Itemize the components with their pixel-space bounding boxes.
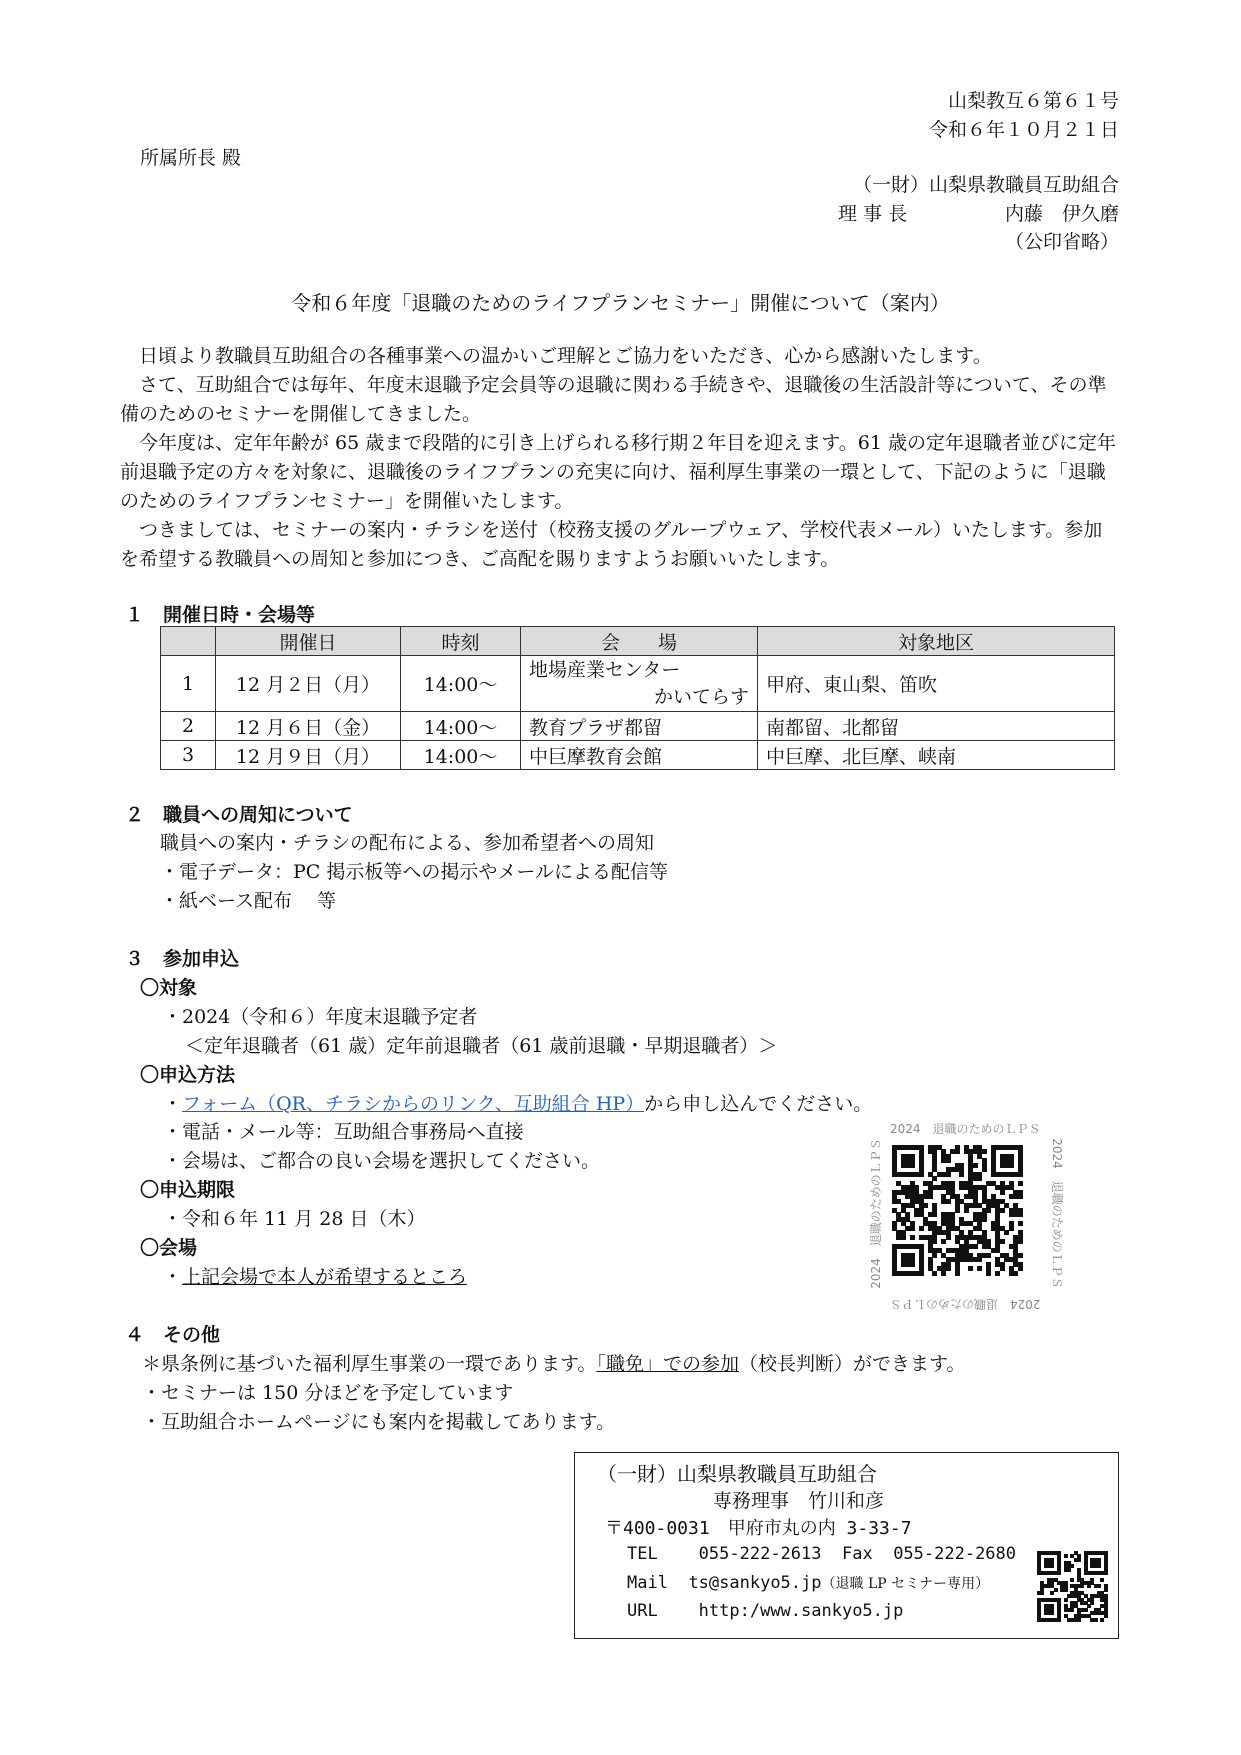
qr-module (995, 1271, 1000, 1276)
qr-module (910, 1163, 915, 1168)
qr-module (1104, 1614, 1108, 1618)
qr-module (968, 1266, 973, 1271)
other-line: ・互助組合ホームページにも案内を掲載してあります。 (142, 1411, 616, 1433)
intro-paragraph: つきましては、セミナーの案内・チラシを送付（校務支援のグループウェア、学校代表メール）いたします。参加を希望する教職員への周知と参加につき、ご高配を賜りますようお願いいたします。 (120, 519, 1103, 570)
qr-module (932, 1271, 937, 1276)
venue-line (163, 1262, 467, 1289)
venue-line: かいてらす (653, 685, 749, 708)
qr-module (982, 1149, 987, 1154)
qr-module (959, 1172, 964, 1177)
contact-mail-line (627, 1573, 989, 1593)
event-time: 14:00～ (401, 656, 521, 712)
event-date: 12 月６日（金） (216, 712, 401, 741)
sender-organization: （一財）山梨県教職員互助組合 (852, 174, 1119, 196)
column-header (161, 627, 216, 656)
qr-module (955, 1149, 960, 1154)
qr-module (941, 1239, 946, 1244)
qr-module (1077, 1558, 1081, 1562)
qr-module (941, 1271, 946, 1276)
qr-module (1009, 1226, 1014, 1231)
contact-box (574, 1452, 1119, 1639)
row-number: 2 (161, 712, 216, 741)
qr-module (1094, 1618, 1098, 1622)
method-heading: 〇申込方法 (140, 1064, 236, 1086)
qr-module (955, 1208, 960, 1213)
qr-caption: 2024 退職のためのＬＰＳ (890, 1122, 1041, 1136)
other-text: ＊県条例に基づいた福利厚生事業の一環であります。 (142, 1353, 597, 1375)
application-form-link[interactable]: フォーム（QR、チラシからのリンク、互助組合 HP） (182, 1093, 645, 1115)
mail-label: Mail (627, 1573, 668, 1593)
target-line: ＜定年退職者（61 歳）定年前退職者（61 歳前退職・早期退職者）＞ (185, 1035, 778, 1057)
qr-module (1000, 1208, 1005, 1213)
qr-module (977, 1176, 982, 1181)
qr-module (1004, 1230, 1009, 1235)
row-number: 3 (161, 741, 216, 770)
qr-module (946, 1172, 951, 1177)
qr-module (1064, 1554, 1068, 1558)
contact-person: 専務理事 竹川和彦 (713, 1490, 885, 1512)
qr-module (1018, 1239, 1023, 1244)
method-line (163, 1089, 872, 1116)
tel-number: 055-222-2613 (698, 1544, 822, 1564)
target-heading: 〇対象 (140, 977, 198, 999)
qr-module (1097, 1584, 1101, 1588)
qr-module (1009, 1163, 1014, 1168)
qr-module (1018, 1221, 1023, 1226)
qr-module (1018, 1194, 1023, 1199)
qr-caption: 2024 退職のためのＬＰＳ (1049, 1138, 1064, 1289)
qr-module (1000, 1239, 1005, 1244)
target-area: 南都留、北都留 (758, 712, 1115, 741)
fax-label: Fax (841, 1544, 873, 1564)
qr-module (1054, 1588, 1058, 1592)
qr-module (932, 1176, 937, 1181)
section-4-title: ４ その他 (125, 1324, 221, 1346)
target-line: ・2024（令和６）年度末退職予定者 (163, 1006, 478, 1028)
other-line (142, 1349, 965, 1376)
seal-note: （公印省略） (1004, 231, 1119, 253)
qr-caption: 2024 退職のためのＬＰＳ (890, 1297, 1041, 1311)
venue-heading: 〇会場 (140, 1237, 198, 1259)
venue-line: 地場産業センター (529, 658, 681, 681)
bullet: ・ (163, 1093, 183, 1115)
notice-line: ・電子データ：PC 掲示板等への掲示やメールによる配信等 (160, 861, 668, 883)
qr-module (986, 1253, 991, 1258)
method-line: ・会場は、ご都合の良い会場を選択してください。 (163, 1150, 601, 1172)
document-date: 令和６年１０月２１日 (928, 119, 1119, 141)
deadline-date: ・令和６年 11 月 28 日（木） (163, 1208, 426, 1230)
qr-module (910, 1262, 915, 1267)
target-area: 中巨摩、北巨摩、峡南 (758, 741, 1115, 770)
qr-module (901, 1235, 906, 1240)
qr-module (932, 1239, 937, 1244)
qr-module (977, 1257, 982, 1262)
qr-module (946, 1235, 951, 1240)
other-text: （校長判断）ができます。 (739, 1353, 966, 1375)
bullet: ・ (163, 1266, 183, 1288)
venue-text: 上記会場で本人が希望するところ (182, 1266, 468, 1288)
column-header: 会 場 (521, 627, 758, 656)
qr-module (1070, 1564, 1074, 1568)
deadline-heading: 〇申込期限 (140, 1179, 236, 1201)
qr-module (946, 1199, 951, 1204)
qr-module (973, 1163, 978, 1168)
qr-module (1097, 1564, 1101, 1568)
qr-module (1018, 1253, 1023, 1258)
qr-module (986, 1208, 991, 1213)
method-line: ・電話・メール等：互助組合事務局へ直接 (163, 1121, 524, 1143)
section-3-title: ３ 参加申込 (125, 948, 240, 970)
qr-code-icon[interactable] (892, 1145, 1022, 1275)
event-venue: 中巨摩教育会館 (521, 741, 758, 770)
table-row (161, 741, 1115, 770)
document-number: 山梨教互６第６１号 (947, 90, 1119, 112)
qr-module (946, 1266, 951, 1271)
intro-text (120, 342, 1120, 574)
intro-paragraph: さて、互助組合では毎年、年度末退職予定会員等の退職に関わる手続きや、退職後の生活設計等について、その準備のためのセミナーを開催してきました。 (120, 374, 1107, 425)
mail-address[interactable]: ts@sankyo5.jp (688, 1573, 822, 1593)
qr-module (1000, 1266, 1005, 1271)
qr-module (977, 1266, 982, 1271)
qr-module (982, 1217, 987, 1222)
qr-module (1090, 1601, 1094, 1605)
event-venue (521, 656, 758, 712)
qr-module (973, 1244, 978, 1249)
target-area: 甲府、東山梨、笛吹 (758, 656, 1115, 712)
table-row (161, 712, 1115, 741)
table-row (161, 656, 1115, 712)
qr-module (1050, 1564, 1054, 1568)
qr-module (946, 1158, 951, 1163)
qr-module (1013, 1271, 1018, 1276)
row-number: 1 (161, 656, 216, 712)
notice-line: ・紙ベース配布 等 (160, 890, 337, 912)
qr-module (1018, 1212, 1023, 1217)
qr-module (1018, 1266, 1023, 1271)
qr-module (919, 1172, 924, 1177)
qr-code-icon[interactable] (1037, 1551, 1107, 1621)
event-date: 12 月２日（月） (216, 656, 401, 712)
qr-module (919, 1226, 924, 1231)
contact-organization: （一財）山梨県教職員互助組合 (597, 1462, 877, 1486)
url-label: URL (627, 1601, 658, 1621)
sender-title: 理 事 長 (838, 203, 908, 225)
duty-exemption-text: 「職免」での参加 (596, 1353, 739, 1375)
qr-module (1100, 1578, 1104, 1582)
contact-url-line (627, 1601, 903, 1621)
event-date: 12 月９日（月） (216, 741, 401, 770)
sender-name: 内藤 伊久磨 (1004, 203, 1119, 225)
qr-module (1104, 1571, 1108, 1575)
event-time: 14:00～ (401, 741, 521, 770)
qr-module (1064, 1588, 1068, 1592)
qr-module (1040, 1591, 1044, 1595)
recipient: 所属所長 殿 (140, 147, 242, 169)
qr-module (1050, 1611, 1054, 1615)
qr-module (1018, 1181, 1023, 1186)
intro-paragraph: 今年度は、定年年齢が 65 歳まで段階的に引き上げられる移行期２年目を迎えます。61 歳の定年退職者並びに定年前退職予定の方々を対象に、退職後のライフプランの充実に向け、福利厚生事業の一環として、下記のように「退職のためのライフプランセミナー」を開催いたします。 (120, 432, 1116, 512)
qr-module (928, 1194, 933, 1199)
qr-module (923, 1203, 928, 1208)
qr-caption: 2024 退職のためのＬＰＳ (868, 1138, 883, 1289)
event-venue: 教育プラザ都留 (521, 712, 758, 741)
qr-module (982, 1167, 987, 1172)
contact-address: 〒400-0031 甲府市丸の内 3-33-7 (605, 1518, 912, 1539)
website-url[interactable]: http:/www.sankyo5.jp (698, 1601, 904, 1621)
qr-module (919, 1271, 924, 1276)
application-qr-block (862, 1120, 1064, 1311)
intro-paragraph: 日頃より教職員互助組合の各種事業への温かいご理解とご協力をいただき、心から感謝いたします。 (139, 345, 992, 367)
section-1-title: １ 開催日時・会場等 (125, 604, 316, 626)
qr-module (910, 1226, 915, 1231)
qr-module (955, 1271, 960, 1276)
tel-label: TEL (627, 1544, 658, 1564)
event-time: 14:00～ (401, 712, 521, 741)
mail-note: （退職 LP セミナー専用） (821, 1576, 990, 1592)
qr-module (1104, 1588, 1108, 1592)
qr-module (932, 1212, 937, 1217)
qr-module (910, 1235, 915, 1240)
qr-module (1018, 1172, 1023, 1177)
qr-module (1000, 1190, 1005, 1195)
document-title: 令和６年度「退職のためのライフプランセミナー」開催について（案内） (291, 291, 950, 315)
schedule-table (160, 626, 1115, 770)
method-text: から申し込んでください。 (644, 1093, 873, 1115)
qr-module (1057, 1571, 1061, 1575)
fax-number: 055-222-2680 (893, 1544, 1017, 1564)
contact-tel-line (627, 1544, 1016, 1564)
other-line: ・セミナーは 150 分ほどを予定しています (142, 1382, 514, 1404)
notice-line: 職員への案内・チラシの配布による、参加希望者への周知 (160, 832, 655, 854)
qr-module (1070, 1578, 1074, 1582)
qr-module (932, 1253, 937, 1258)
qr-module (986, 1271, 991, 1276)
column-header: 時刻 (401, 627, 521, 656)
section-2-title: ２ 職員への周知について (125, 804, 353, 826)
qr-module (1057, 1618, 1061, 1622)
column-header: 対象地区 (758, 627, 1115, 656)
table-header-row (161, 627, 1115, 656)
qr-module (964, 1208, 969, 1213)
column-header: 開催日 (216, 627, 401, 656)
